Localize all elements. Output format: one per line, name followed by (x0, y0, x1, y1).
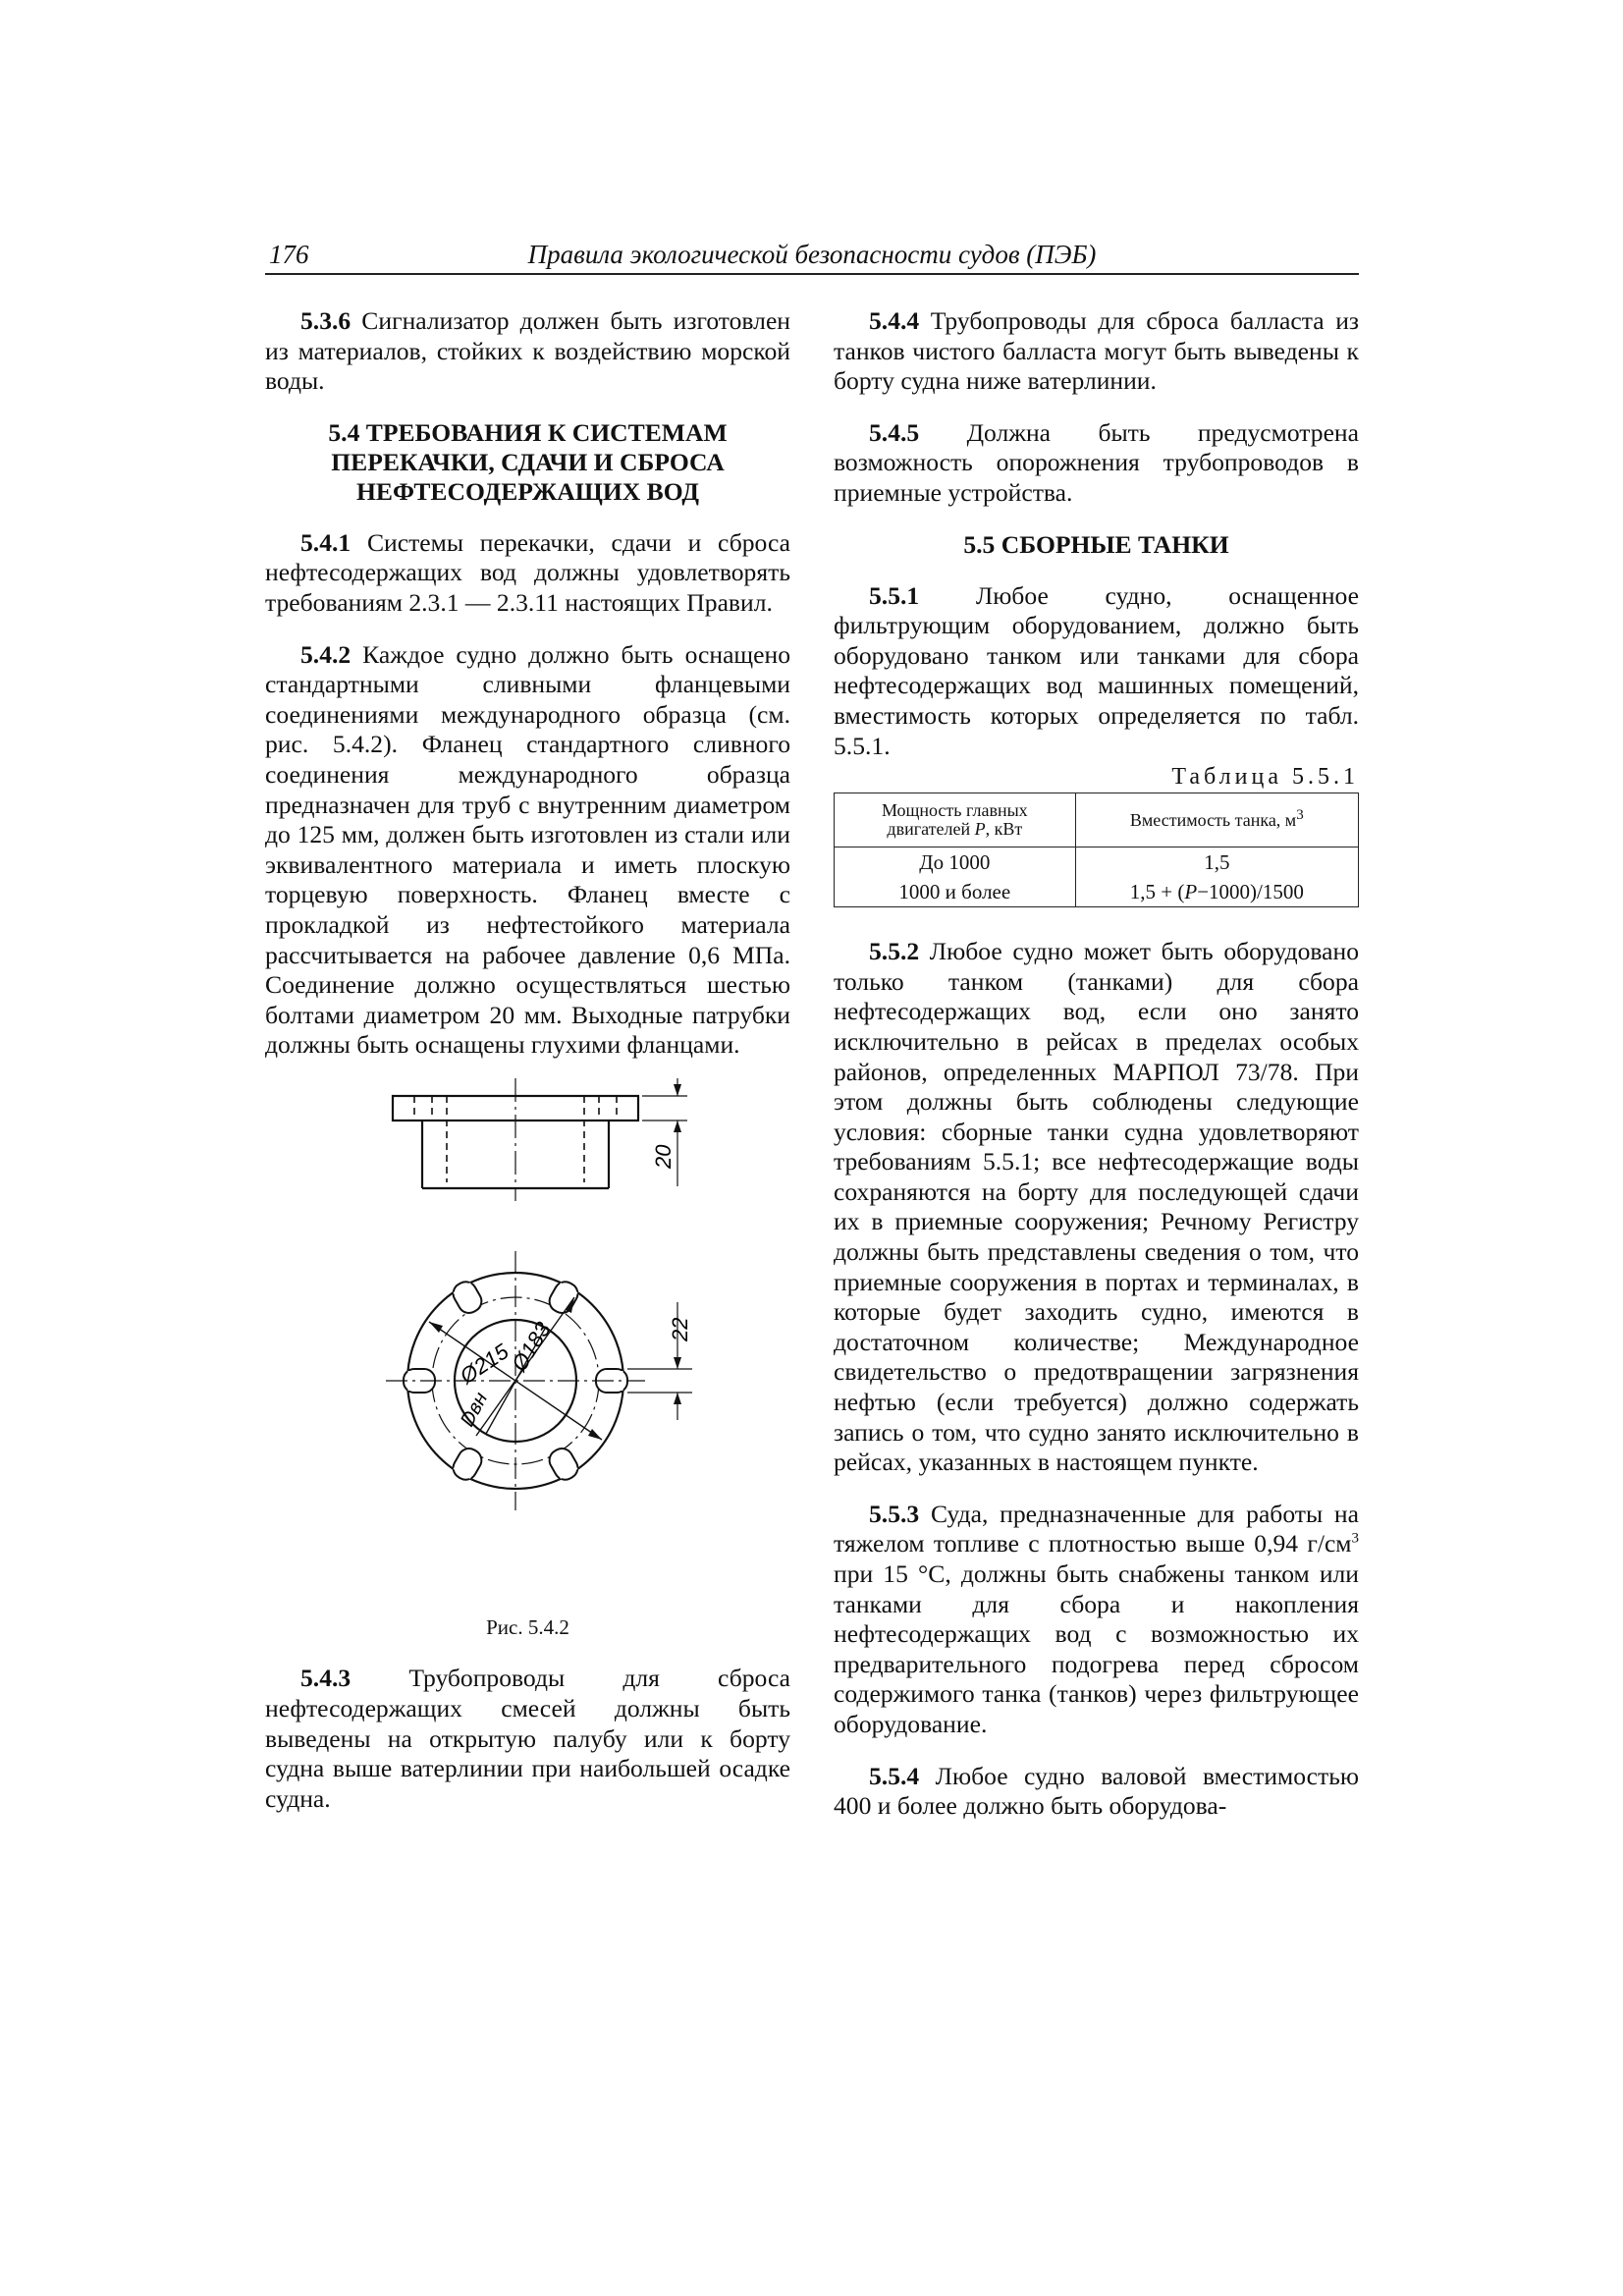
table-caption: Таблица 5.5.1 (1171, 764, 1359, 791)
running-title: Правила экологической безопасности судов (ПЭБ) (527, 240, 1097, 269)
formula-text: −1000)/1500 (1197, 880, 1304, 904)
clause-number: 5.4.1 (300, 527, 352, 557)
clause-number: 5.5.2 (869, 937, 920, 966)
clause-number: 5.4.4 (869, 306, 920, 335)
header-text: Вместимость танка, м (1129, 809, 1297, 830)
table-cell: 1000 и более (835, 877, 1076, 907)
header-engine-power (835, 793, 1076, 847)
paragraph-5-5-3 (834, 1500, 1359, 1740)
section-heading-5-4: 5.4 ТРЕБОВАНИЯ К СИСТЕМАМ ПЕРЕКАЧКИ, СДАЧИ И СБРОСА НЕФТЕСОДЕРЖАЩИХ ВОД (328, 417, 728, 506)
header-tank-capacity (1075, 793, 1358, 847)
table-cell: До 1000 (835, 847, 1076, 878)
superscript: 3 (1351, 1530, 1359, 1547)
paragraph-text: Любое судно валовой вместимостью 400 и более должно быть оборудова- (834, 1761, 1359, 1821)
clause-number: 5.3.6 (300, 306, 352, 335)
table-row (835, 877, 1359, 907)
dimension-slot: 22 (668, 1317, 692, 1341)
paragraph-text: Любое судно, оснащенное фильтрующим оборудованием, должно быть оборудовано танком или танками для сбора нефтесодержащих вод машинных помещений, вместимость которых определяется по табл. 5.5.1. (834, 580, 1359, 760)
clause-number: 5.5.1 (869, 580, 920, 610)
paragraph-5-5-1 (834, 581, 1359, 762)
clause-number: 5.4.3 (300, 1664, 352, 1693)
paragraph-text: Должна быть предусмотрена возможность опорожнения трубопроводов в приемные устройства. (834, 417, 1359, 507)
clause-number: 5.5.3 (869, 1499, 920, 1528)
right-column (834, 306, 1359, 1822)
paragraph-text: при 15 °С, должны быть снабжены танком или танками для сбора и накопления нефтесодержащих вод с возможностью их предварительного подогрева перед сбросом содержимого танка (танков) через фильтрующее оборудование. (834, 1559, 1359, 1738)
paragraph-text: Любое судно может быть оборудовано только танком (танками) для сбора нефтесодержащих вод, если оно занято исключительно в рейсах в пределах особых районов, определенных МАРПОЛ 73/78. При этом должны быть соблюдены следующие условия: сборные танки судна удовлетворяют требованиям 5.5.1; все нефтесодержащие воды сохраняются на борту для последующей сдачи их в приемные сооружения; Речному Регистру должны быть представлены сведения о том, что приемные сооружения в портах и терминалах, в которые будет заходить судно, имеются в достаточном количестве; Международное свидетельство о предотвращении загрязнения нефтью (если требуется) должно содержать запись о том, что судно занято исключительно в рейсах, указанных в настоящем пункте. (834, 937, 1359, 1477)
flange-side-view (393, 1078, 687, 1201)
section-heading-5-5: 5.5 СБОРНЫЕ ТАНКИ (963, 529, 1229, 559)
left-column (265, 306, 790, 1814)
paragraph-5-4-3 (265, 1664, 790, 1814)
variable-p: P (1184, 880, 1198, 904)
clause-number: 5.5.4 (869, 1761, 920, 1790)
paragraph-text: Трубопроводы для сброса нефтесодержащих смесей должны быть выведены на открытую палубу или к борту судна выше ватерлинии при наибольшей осадке судна. (265, 1664, 790, 1813)
page-header (265, 236, 1359, 275)
flange-technical-drawing (265, 1078, 790, 1609)
clause-number: 5.4.2 (300, 639, 352, 669)
flange-front-view (386, 1251, 692, 1510)
dimension-thickness: 20 (651, 1144, 676, 1169)
superscript: 3 (1296, 806, 1304, 823)
paragraph-5-4-5 (834, 418, 1359, 509)
header-text: двигателей (887, 819, 975, 840)
paragraph-5-5-4 (834, 1762, 1359, 1822)
dimension-outer-diameter: Ø215 (455, 1339, 514, 1390)
paragraph-text: Суда, предназначенные для работы на тяжелом топливе с плотностью выше 0,94 г/см (834, 1499, 1359, 1558)
paragraph-5-4-2 (265, 640, 790, 1061)
header-text: Мощность главных (881, 800, 1028, 821)
page-number: 176 (269, 240, 309, 269)
table-cell: 1,5 (1075, 847, 1358, 878)
paragraph-text: Трубопроводы для сброса балласта из танков чистого балласта могут быть выведены к борту судна ниже ватерлинии. (834, 306, 1359, 396)
tank-capacity-table (834, 793, 1359, 907)
dimension-bolt-circle: Ø183 (507, 1317, 556, 1376)
header-text: , кВт (985, 819, 1023, 840)
flange-drawing (265, 1078, 790, 1609)
figure-caption: Рис. 5.4.2 (486, 1614, 569, 1639)
table-header-row (835, 793, 1359, 847)
clause-number: 5.4.5 (869, 417, 920, 447)
table-row (835, 847, 1359, 878)
variable-p: P (974, 819, 986, 840)
dimension-inner-diameter: Dвн (456, 1389, 493, 1431)
paragraph-text: Системы перекачки, сдачи и сброса нефтесодержащих вод должны удовлетворять требованиям 2.3.1 — 2.3.11 настоящих Правил. (265, 527, 790, 617)
paragraph-text: Сигнализатор должен быть изготовлен из материалов, стойких к воздействию морской воды. (265, 306, 790, 396)
paragraph-5-3-6 (265, 306, 790, 397)
table-cell (1075, 877, 1358, 907)
paragraph-text: Каждое судно должно быть оснащено стандартными сливными фланцевыми соединениями международного образца (см. рис. 5.4.2). Фланец стандартного сливного соединения международного образца предназначен для труб с внутренним диаметром до 125 мм, должен быть изготовлен из стали или эквивалентного материала и иметь плоскую торцевую поверхность. Фланец вместе с прокладкой из нефтестойкого материала рассчитывается на рабочее давление 0,6 МПа. Соединение должно осуществляться шестью болтами диаметром 20 мм. Выходные патрубки должны быть оснащены глухими фланцами. (265, 639, 790, 1060)
paragraph-5-4-1 (265, 528, 790, 619)
formula-text: 1,5 + ( (1129, 880, 1185, 904)
paragraph-5-4-4 (834, 306, 1359, 397)
paragraph-5-5-2 (834, 937, 1359, 1478)
